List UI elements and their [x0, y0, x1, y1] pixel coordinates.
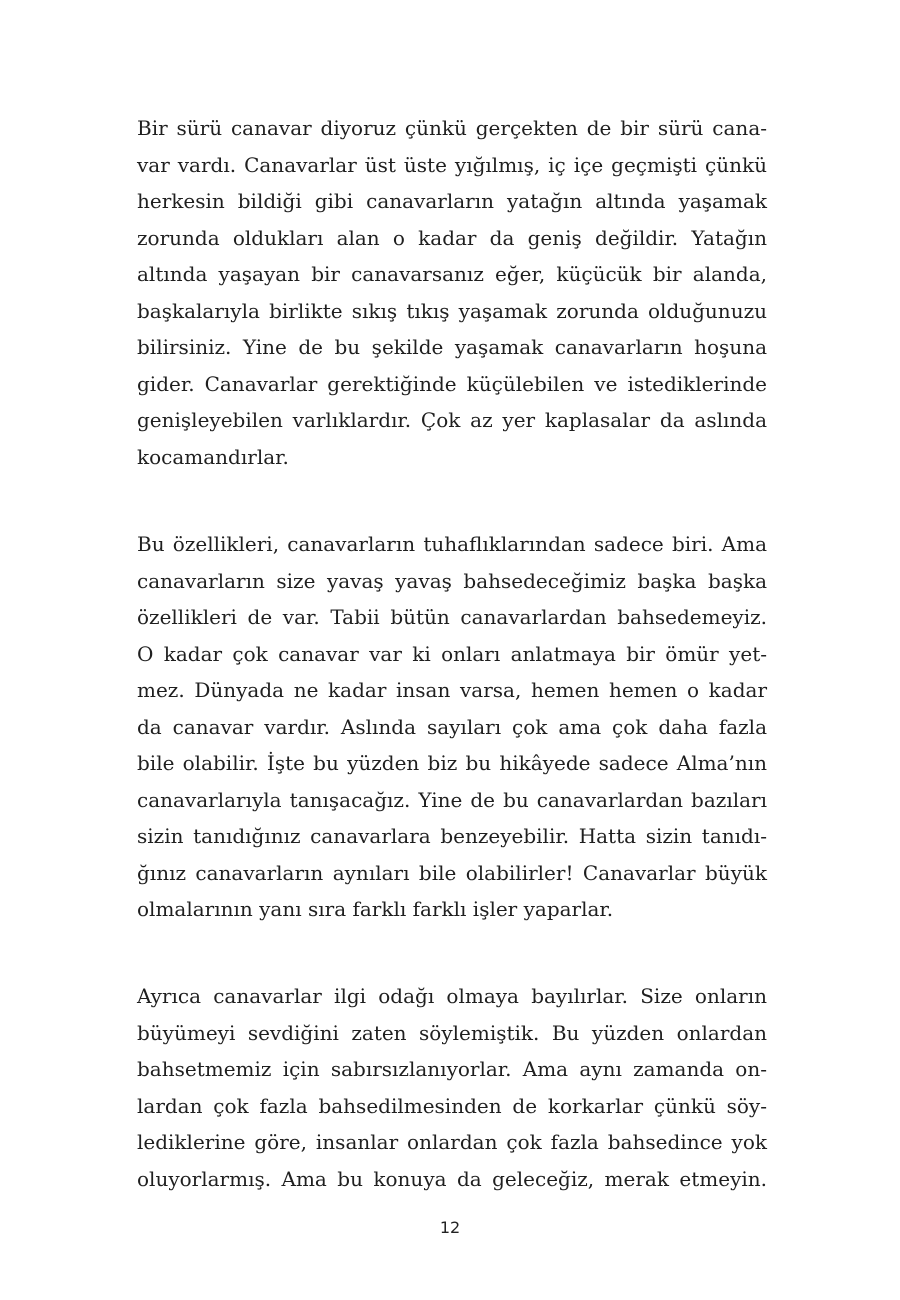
text-line: büyümeyi sevdiğini zaten söylemiştik. Bu yüzden onlardan — [137, 1020, 767, 1045]
text-line: ğınız canavarların aynıları bile olabilirler! Canavarlar büyük — [137, 860, 767, 885]
text-line: O kadar çok canavar var ki onları anlatmaya bir ömür yet- — [137, 641, 767, 666]
text-line: Bir sürü canavar diyoruz çünkü gerçekten de bir sürü cana- — [137, 116, 767, 140]
text-line: olmalarının yanı sıra farklı farklı işler yaparlar. — [137, 897, 614, 921]
text-line: Bu özellikleri, canavarların tuhaflıklarından sadece biri. Ama — [137, 532, 767, 556]
text-line: gider. Canavarlar gerektiğinde küçülebilen ve istediklerinde — [137, 371, 767, 396]
text-line: herkesin bildiği gibi canavarların yatağın altında yaşamak — [137, 189, 767, 213]
text-line: var vardı. Canavarlar üst üste yığılmış, iç içe geçmişti çünkü — [137, 152, 767, 177]
text-line: canavarlarıyla tanışacağız. Yine de bu canavarlardan bazıları — [137, 787, 767, 812]
text-line: kocamandırlar. — [137, 444, 289, 469]
page-number: 12 — [439, 1218, 461, 1237]
text-line: lediklerine göre, insanlar onlardan çok fazla bahsedince yok — [137, 1130, 767, 1154]
text-line: altında yaşayan bir canavarsanız eğer, küçücük bir alanda, — [137, 262, 767, 286]
text-line: başkalarıyla birlikte sıkış tıkış yaşamak zorunda olduğunuzu — [137, 298, 767, 323]
text-line: genişleyebilen varlıklardır. Çok az yer kaplasalar da aslında — [137, 408, 767, 432]
text-line: oluyorlarmış. Ama bu konuya da geleceğiz, merak etmeyin. — [137, 1166, 767, 1191]
text-line: özellikleri de var. Tabii bütün canavarlardan bahsedemeyiz. — [137, 605, 767, 629]
paragraph-2 — [137, 526, 767, 928]
text-line: sizin tanıdığınız canavarlara benzeyebilir. Hatta sizin tanıdı- — [137, 824, 767, 848]
text-line: mez. Dünyada ne kadar insan varsa, hemen hemen o kadar — [137, 678, 767, 702]
text-line: canavarların size yavaş yavaş bahsedeceğimiz başka başka — [137, 568, 767, 593]
paragraph-3 — [137, 978, 767, 1197]
text-line: bile olabilir. İşte bu yüzden biz bu hikâyede sadece Alma’nın — [137, 751, 767, 775]
text-line: bahsetmemiz için sabırsızlanıyorlar. Ama aynı zamanda on- — [137, 1057, 767, 1081]
text-line: lardan çok fazla bahsedilmesinden de korkarlar çünkü söy- — [137, 1093, 767, 1118]
paragraph-1 — [137, 110, 767, 475]
text-line: zorunda oldukları alan o kadar da geniş değildir. Yatağın — [137, 225, 767, 250]
text-line: bilirsiniz. Yine de bu şekilde yaşamak canavarların hoşuna — [137, 335, 767, 359]
text-line: da canavar vardır. Aslında sayıları çok ama çok daha fazla — [137, 714, 767, 739]
text-line: Ayrıca canavarlar ilgi odağı olmaya bayılırlar. Size onların — [137, 984, 767, 1008]
